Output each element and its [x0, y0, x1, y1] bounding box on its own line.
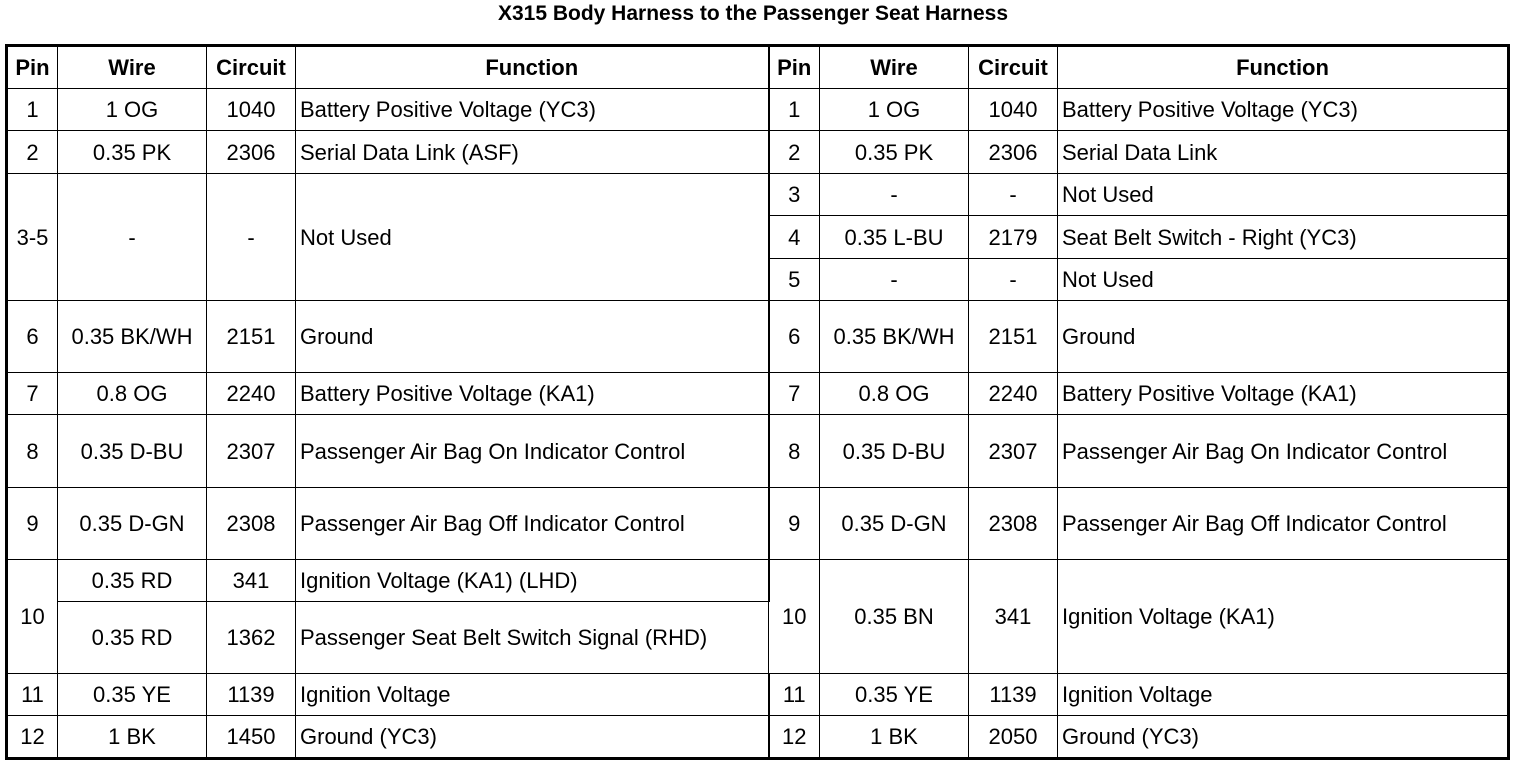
right-wire: 0.35 BN — [820, 560, 969, 674]
right-function: Ground (YC3) — [1058, 716, 1509, 759]
right-circuit: - — [969, 174, 1058, 216]
left-wire: 0.35 D-GN — [58, 488, 207, 560]
connector-table — [5, 44, 1510, 760]
right-wire: 0.35 YE — [820, 674, 969, 716]
header-row — [7, 46, 1509, 89]
right-function: Passenger Air Bag On Indicator Control — [1058, 415, 1509, 488]
right-wire: 0.35 PK — [820, 131, 969, 174]
left-circuit: 1362 — [207, 602, 296, 674]
left-wire: 0.35 YE — [58, 674, 207, 716]
left-wire: 0.35 RD — [58, 560, 207, 602]
right-circuit: 2240 — [969, 373, 1058, 415]
right-circuit: 2306 — [969, 131, 1058, 174]
right-function: Battery Positive Voltage (YC3) — [1058, 89, 1509, 131]
header-pin: Pin — [769, 46, 820, 89]
left-function: Passenger Air Bag On Indicator Control — [296, 415, 769, 488]
right-pin: 1 — [769, 89, 820, 131]
left-pin: 6 — [7, 301, 58, 373]
header-pin: Pin — [7, 46, 58, 89]
left-circuit: 1450 — [207, 716, 296, 759]
left-circuit: 1139 — [207, 674, 296, 716]
right-pin: 12 — [769, 716, 820, 759]
table-row — [7, 488, 1509, 560]
left-function: Not Used — [296, 174, 769, 301]
left-function: Ignition Voltage — [296, 674, 769, 716]
left-pin: 1 — [7, 89, 58, 131]
table-row — [7, 89, 1509, 131]
left-circuit: 2307 — [207, 415, 296, 488]
right-pin: 8 — [769, 415, 820, 488]
left-pin: 7 — [7, 373, 58, 415]
right-wire: 0.8 OG — [820, 373, 969, 415]
table-row — [7, 674, 1509, 716]
right-wire: - — [820, 174, 969, 216]
right-wire: 0.35 L-BU — [820, 216, 969, 259]
left-pin: 9 — [7, 488, 58, 560]
left-wire: 1 BK — [58, 716, 207, 759]
left-wire: 0.8 OG — [58, 373, 207, 415]
header-function: Function — [1058, 46, 1509, 89]
right-wire: 0.35 BK/WH — [820, 301, 969, 373]
right-pin: 6 — [769, 301, 820, 373]
left-function: Ground — [296, 301, 769, 373]
table-row — [7, 415, 1509, 488]
right-function: Battery Positive Voltage (KA1) — [1058, 373, 1509, 415]
left-function: Ignition Voltage (KA1) (LHD) — [296, 560, 769, 602]
right-circuit: 2179 — [969, 216, 1058, 259]
right-function: Ignition Voltage (KA1) — [1058, 560, 1509, 674]
right-pin: 7 — [769, 373, 820, 415]
right-wire: - — [820, 259, 969, 301]
right-function: Not Used — [1058, 174, 1509, 216]
left-pin: 2 — [7, 131, 58, 174]
right-wire: 1 BK — [820, 716, 969, 759]
left-function: Ground (YC3) — [296, 716, 769, 759]
right-circuit: 2151 — [969, 301, 1058, 373]
right-pin: 4 — [769, 216, 820, 259]
right-function: Not Used — [1058, 259, 1509, 301]
left-circuit: 341 — [207, 560, 296, 602]
right-function: Ground — [1058, 301, 1509, 373]
right-circuit: 2307 — [969, 415, 1058, 488]
left-function: Passenger Seat Belt Switch Signal (RHD) — [296, 602, 769, 674]
right-circuit: 2308 — [969, 488, 1058, 560]
header-wire: Wire — [58, 46, 207, 89]
table-row — [7, 301, 1509, 373]
left-pin: 12 — [7, 716, 58, 759]
right-function: Passenger Air Bag Off Indicator Control — [1058, 488, 1509, 560]
header-circuit: Circuit — [969, 46, 1058, 89]
left-wire: - — [58, 174, 207, 301]
table-row — [7, 131, 1509, 174]
right-function: Ignition Voltage — [1058, 674, 1509, 716]
left-wire: 0.35 PK — [58, 131, 207, 174]
left-circuit: 2151 — [207, 301, 296, 373]
right-function: Seat Belt Switch - Right (YC3) — [1058, 216, 1509, 259]
header-function: Function — [296, 46, 769, 89]
right-pin: 9 — [769, 488, 820, 560]
right-wire: 0.35 D-BU — [820, 415, 969, 488]
left-function: Battery Positive Voltage (KA1) — [296, 373, 769, 415]
right-pin: 11 — [769, 674, 820, 716]
table-row — [7, 716, 1509, 759]
right-pin: 5 — [769, 259, 820, 301]
header-wire: Wire — [820, 46, 969, 89]
left-circuit: 2306 — [207, 131, 296, 174]
left-wire: 0.35 RD — [58, 602, 207, 674]
right-function: Serial Data Link — [1058, 131, 1509, 174]
right-circuit: 1040 — [969, 89, 1058, 131]
table-row — [7, 373, 1509, 415]
left-pin: 10 — [7, 560, 58, 674]
right-wire: 0.35 D-GN — [820, 488, 969, 560]
right-pin: 2 — [769, 131, 820, 174]
left-wire: 0.35 BK/WH — [58, 301, 207, 373]
left-circuit: 2308 — [207, 488, 296, 560]
left-circuit: 1040 — [207, 89, 296, 131]
left-circuit: - — [207, 174, 296, 301]
right-circuit: - — [969, 259, 1058, 301]
right-pin: 3 — [769, 174, 820, 216]
table-row — [7, 174, 1509, 216]
left-circuit: 2240 — [207, 373, 296, 415]
right-circuit: 1139 — [969, 674, 1058, 716]
right-pin: 10 — [769, 560, 820, 674]
left-pin: 11 — [7, 674, 58, 716]
left-function: Serial Data Link (ASF) — [296, 131, 769, 174]
left-wire: 0.35 D-BU — [58, 415, 207, 488]
left-pin: 3-5 — [7, 174, 58, 301]
right-circuit: 341 — [969, 560, 1058, 674]
left-function: Passenger Air Bag Off Indicator Control — [296, 488, 769, 560]
left-pin: 8 — [7, 415, 58, 488]
header-circuit: Circuit — [207, 46, 296, 89]
right-circuit: 2050 — [969, 716, 1058, 759]
left-wire: 1 OG — [58, 89, 207, 131]
page-title: X315 Body Harness to the Passenger Seat Harness — [497, 2, 1009, 25]
left-function: Battery Positive Voltage (YC3) — [296, 89, 769, 131]
right-wire: 1 OG — [820, 89, 969, 131]
table-row — [7, 560, 1509, 602]
